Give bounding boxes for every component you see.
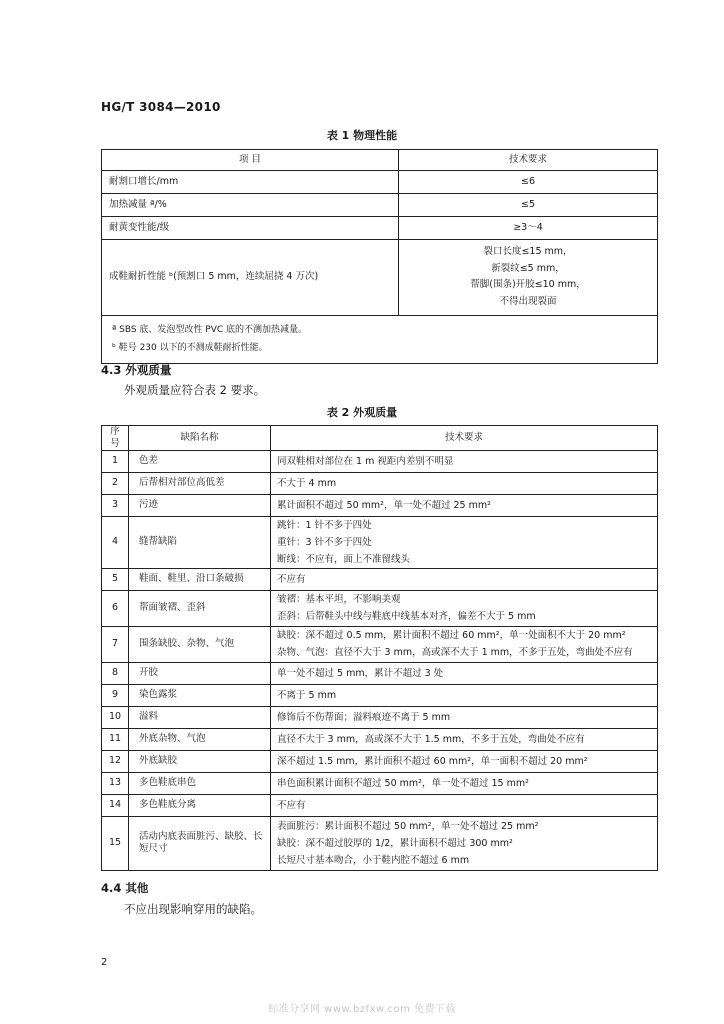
- row-number: 6: [102, 590, 129, 626]
- table1-item: 耐黄变性能/级: [102, 217, 399, 240]
- table2-appearance-quality: [101, 425, 658, 871]
- table1-footnotes: [102, 315, 658, 364]
- requirement: [271, 772, 658, 794]
- row-number: 11: [102, 728, 129, 750]
- watermark: 标准分享网 www.bzfxw.com 免费下载: [268, 1004, 456, 1015]
- row-number: 13: [102, 772, 129, 794]
- table-row: [102, 794, 658, 816]
- requirement-line: 同双鞋相对部位在 1 m 视距内差别不明显: [277, 455, 454, 467]
- requirement: [271, 590, 658, 626]
- section-4-4-title: 4.4 其他: [101, 881, 149, 895]
- row-number: 15: [102, 816, 129, 870]
- defect-name: 溢料: [129, 706, 271, 728]
- defect-name: 多色鞋底分离: [129, 794, 271, 816]
- table2-header-defect: 缺陷名称: [129, 426, 271, 451]
- requirement: [271, 568, 658, 590]
- defect-name: 污迹: [129, 494, 271, 516]
- table-row: [102, 706, 658, 728]
- requirement-line: 缺胶：深不超过 0.5 mm，累计面积不超过 60 mm²，单一处面积不大于 20 mm²: [277, 630, 626, 642]
- row-number: 8: [102, 662, 129, 684]
- table2-header-requirement: 技术要求: [271, 426, 658, 451]
- row-number: 7: [102, 626, 129, 662]
- requirement: [271, 794, 658, 816]
- page-number: 2: [101, 957, 108, 968]
- defect-name: 缝帮缺陷: [129, 516, 271, 568]
- row-number: 5: [102, 568, 129, 590]
- defect-name: 帮面皱褶、歪斜: [129, 590, 271, 626]
- requirement: [271, 816, 658, 870]
- requirement-line: 断线：不应有，面上不准留线头: [277, 553, 411, 565]
- document-id: HG/T 3084—2010: [101, 100, 221, 114]
- requirement-line: 新裂纹≤5 mm，: [491, 262, 565, 274]
- table2-caption: 表 2 外观质量: [326, 406, 398, 419]
- table1-header-item: 项 目: [102, 150, 399, 171]
- section-4-3-body: 外观质量应符合表 2 要求。: [124, 383, 266, 397]
- table-row: [102, 450, 658, 472]
- table-row: [102, 568, 658, 590]
- table-row: [102, 728, 658, 750]
- footnote-b: ᵇ 鞋号 230 以下的不测成鞋耐折性能。: [112, 343, 268, 354]
- defect-name: 后帮相对部位高低差: [129, 472, 271, 494]
- requirement-line: 不大于 4 mm: [277, 477, 337, 489]
- row-number: 1: [102, 450, 129, 472]
- row-number: 14: [102, 794, 129, 816]
- table2-header-no: 序号: [102, 426, 129, 451]
- requirement: [271, 450, 658, 472]
- footnote-a: ª SBS 底、发泡型改性 PVC 底的不测加热减量。: [112, 324, 307, 335]
- requirement-line: 皱褶：基本平坦，不影响美观: [277, 594, 401, 606]
- table1-header-requirement: 技术要求: [399, 150, 658, 171]
- defect-name: 开胶: [129, 662, 271, 684]
- requirement: [271, 750, 658, 772]
- table1-physical-properties: [101, 149, 658, 364]
- requirement-line: 单一处不超过 5 mm，累计不超过 3 处: [277, 667, 444, 679]
- requirement: [271, 472, 658, 494]
- requirement-line: 不离于 5 mm: [277, 689, 337, 701]
- requirement: [271, 728, 658, 750]
- table1-requirement: ≤5: [399, 194, 658, 217]
- requirement-line: 重针：3 针不多于四处: [277, 536, 372, 548]
- row-number: 12: [102, 750, 129, 772]
- table1-requirement: ≤6: [399, 171, 658, 194]
- table1-row: [102, 217, 658, 240]
- table1-caption: 表 1 物理性能: [326, 129, 398, 142]
- table-row: [102, 772, 658, 794]
- table1-row: [102, 194, 658, 217]
- row-number: 9: [102, 684, 129, 706]
- table1-requirement: [399, 240, 658, 316]
- section-4-4-body: 不应出现影响穿用的缺陷。: [124, 902, 262, 916]
- requirement: [271, 684, 658, 706]
- requirement-line: 串色面积累计面积不超过 50 mm²，单一处不超过 15 mm²: [277, 777, 529, 789]
- requirement: [271, 494, 658, 516]
- row-number: 2: [102, 472, 129, 494]
- table-row: [102, 590, 658, 626]
- table1-header-row: [102, 150, 658, 171]
- requirement-line: 歪斜：后帮鞋头中线与鞋底中线基本对齐，偏差不大于 5 mm: [277, 611, 536, 623]
- requirement-line: 不应有: [277, 573, 306, 585]
- requirement-line: 表面脏污：累计面积不超过 50 mm²，单一处不超过 25 mm²: [277, 820, 539, 832]
- requirement: [271, 662, 658, 684]
- requirement-line: 累计面积不超过 50 mm²，单一处不超过 25 mm²: [277, 499, 491, 511]
- defect-name: 活动内底表面脏污、缺胶、长短尺寸: [129, 816, 271, 870]
- table-row: [102, 626, 658, 662]
- row-number: 3: [102, 494, 129, 516]
- requirement: [271, 516, 658, 568]
- defect-name: 围条缺胶、杂物、气泡: [129, 626, 271, 662]
- table1-item: 成鞋耐折性能 ᵇ(预割口 5 mm，连续屈挠 4 万次): [102, 240, 399, 316]
- defect-name: 鞋面、鞋里、沿口条破损: [129, 568, 271, 590]
- table1-row: [102, 171, 658, 194]
- table-row: [102, 662, 658, 684]
- requirement-line: 长短尺寸基本吻合，小于鞋内腔不超过 6 mm: [277, 854, 470, 866]
- table1-item: 耐割口增长/mm: [102, 171, 399, 194]
- table-row: [102, 816, 658, 870]
- table-row: [102, 494, 658, 516]
- table1-item: 加热减量 ª/%: [102, 194, 399, 217]
- table-row: [102, 750, 658, 772]
- defect-name: 外底缺胶: [129, 750, 271, 772]
- requirement-line: 跳针：1 针不多于四处: [277, 519, 372, 531]
- row-number: 4: [102, 516, 129, 568]
- table1-row: [102, 240, 658, 316]
- table-row: [102, 684, 658, 706]
- requirement-line: 缺胶：深不超过胶厚的 1/2，累计面积不超过 300 mm²: [277, 837, 513, 849]
- defect-name: 多色鞋底串色: [129, 772, 271, 794]
- table1-footnote-row: [102, 315, 658, 364]
- requirement-line: 修饰后不伤帮面；溢料痕迹不离于 5 mm: [277, 711, 451, 723]
- row-number: 10: [102, 706, 129, 728]
- defect-name: 色差: [129, 450, 271, 472]
- requirement-line: 帮脚(围条)开胶≤10 mm，: [470, 279, 586, 291]
- requirement-line: 不得出现裂面: [499, 295, 557, 307]
- table2-header-row: [102, 426, 658, 451]
- requirement-line: 裂口长度≤15 mm，: [483, 246, 573, 257]
- requirement-line: 不应有: [277, 799, 306, 811]
- section-4-3-title: 4.3 外观质量: [101, 363, 172, 377]
- requirement-line: 深不超过 1.5 mm，累计面积不超过 60 mm²，单一面积不超过 20 mm²: [277, 755, 588, 767]
- table-row: [102, 516, 658, 568]
- defect-name: 外底杂物、气泡: [129, 728, 271, 750]
- defect-name: 染色露浆: [129, 684, 271, 706]
- table-row: [102, 472, 658, 494]
- table1-requirement: ≥3～4: [399, 217, 658, 240]
- requirement-line: 杂物、气泡：直径不大于 3 mm，高或深不大于 1 mm，不多于五处，弯曲处不应有: [277, 647, 633, 659]
- requirement-line: 直径不大于 3 mm，高或深不大于 1.5 mm，不多于五处，弯曲处不应有: [277, 733, 585, 745]
- requirement: [271, 706, 658, 728]
- requirement: [271, 626, 658, 662]
